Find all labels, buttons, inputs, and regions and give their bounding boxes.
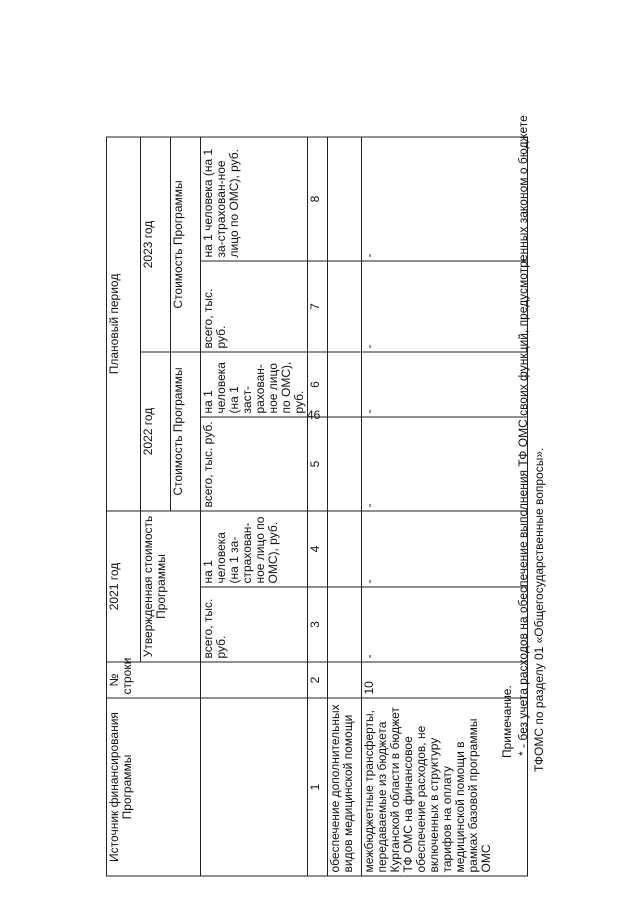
header-blank-1 [201,698,308,876]
header-blank-2 [201,662,308,698]
cell [328,587,362,662]
col-number: 7 [308,261,328,352]
financing-table [106,136,528,876]
col-number: 4 [308,511,328,587]
row-source: межбюджетные трансферты, передаваемые из бюджета Курганской области в бюджет ТФ ОМС на финансовое обеспечение расходов, не включенных в структуру тарифов на оплату медицинской помощи в рамках базовой программы ОМС [362,698,528,876]
header-row-number: № строки [107,662,201,698]
header-2021: 2021 год [107,511,141,662]
header-cost-2022: Стоимость Программы [171,352,201,511]
header-total-2023: всего, тыс. руб. [201,261,308,352]
cell [328,352,362,417]
cell: - [362,137,528,261]
header-per-person-2021: на 1 человека (на 1 за-страхован-ное лицо по ОМС), руб. [201,511,308,587]
col-number: 1 [308,698,328,876]
col-number: 3 [308,587,328,662]
cell [328,261,362,352]
cell: - [362,511,528,587]
row-number [328,662,362,698]
cell [328,137,362,261]
row-number: 10 [362,662,528,698]
cell: - [362,587,528,662]
header-cost-2023: Стоимость Программы [171,137,201,352]
header-total-2022: всего, тыс. руб. [201,417,308,511]
page-number: 46 [307,408,321,422]
table-rotated-container [106,138,528,877]
table-row [328,137,362,876]
header-approved-cost: Утвержденная стоимость Программы [141,511,201,662]
header-per-person-2023: на 1 человека (на 1 за-страхован-ное лицо по ОМС), руб. [201,137,308,261]
note-block [499,68,559,828]
cell: - [362,352,528,417]
header-per-person-2022: на 1 человека (на 1 заст-рахован-ное лицо по ОМС), руб. [201,352,308,417]
col-number: 5 [308,417,328,511]
header-total-2021: всего, тыс. руб. [201,587,308,662]
cell: - [362,417,528,511]
header-planned-period: Плановый период [107,137,141,511]
row-source: обеспечение дополнительных видов медицинской помощи [328,698,362,876]
header-2022: 2022 год [141,352,171,511]
cell: - [362,261,528,352]
header-source: Источник финансирования Программы [107,698,201,876]
header-2023: 2023 год [141,137,171,352]
cell [328,511,362,587]
cell [328,417,362,511]
col-number: 8 [308,137,328,261]
note-line-1: * - без учета расходов на обеспечение выполнения ТФ ОМС своих функций, предусмотренных законом о бюджете [516,115,530,756]
note-title: Примечание. [500,685,514,758]
col-number: 2 [308,662,328,698]
column-number-row [308,137,328,876]
col-number: 6 [308,352,328,417]
note-line-2: ТФОМС по разделу 01 «Общегосударственные вопросы». [532,447,546,772]
